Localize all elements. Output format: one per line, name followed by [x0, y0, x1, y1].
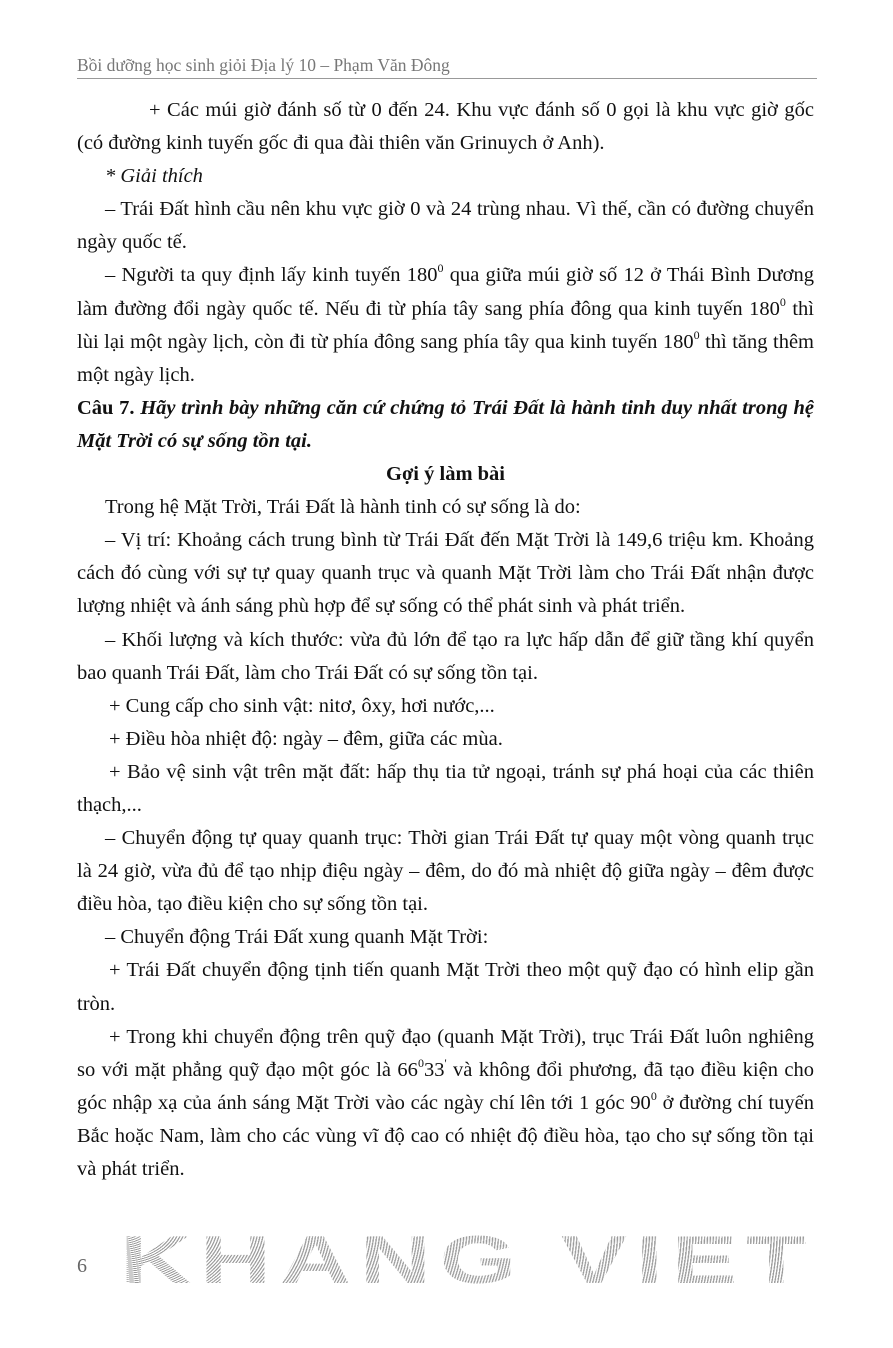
superscript: 0 — [779, 294, 786, 309]
paragraph: – Vị trí: Khoảng cách trung bình từ Trái Đất đến Mặt Trời là 149,6 triệu km. Khoảng cách đó cùng với sự tự quay quanh trục và quanh Mặt Trời làm cho Trái Đất nhận được lượng nhiệt và ánh sáng phù hợp để sự sống có thể phát sinh và phát triển. — [77, 529, 814, 618]
running-header: Bồi dưỡng học sinh giỏi Địa lý 10 – Phạm Văn Đông — [77, 55, 450, 75]
superscript: ' — [444, 1055, 447, 1070]
paragraph: + Điều hòa nhiệt độ: ngày – đêm, giữa các mùa. — [109, 727, 503, 750]
question-heading — [77, 392, 814, 458]
paragraph: + Các múi giờ đánh số từ 0 đến 24. Khu vực đánh số 0 gọi là khu vực giờ gốc (có đường kinh tuyến gốc đi qua đài thiên văn Grinuych ở Anh). — [77, 99, 814, 155]
paragraph: – Trái Đất hình cầu nên khu vực giờ 0 và 24 trùng nhau. Vì thế, cần có đường chuyển ngày quốc tế. — [77, 198, 814, 254]
page-number: 6 — [77, 1255, 87, 1277]
paragraph: – Chuyển động tự quay quanh trục: Thời gian Trái Đất tự quay một vòng quanh trục là 24 giờ, vừa đủ để tạo nhịp điệu ngày – đêm, do đó mà nhiệt độ giữa ngày – đêm được điều hòa, tạo điều kiện cho sự sống tồn tại. — [77, 827, 814, 916]
question-label: Câu 7. — [77, 396, 135, 419]
superscript: 0 — [437, 261, 444, 276]
paragraph — [77, 1021, 814, 1186]
superscript: 0 — [693, 327, 700, 342]
text: + Trong khi chuyển động trên quỹ đạo (quanh Mặt Trời), trục Trái Đất luôn nghiêng so với mặt phẳng quỹ đạo một góc là 66 — [77, 1025, 814, 1081]
subheading-explanation: * Giải thích — [105, 165, 203, 188]
text: 33 — [423, 1058, 445, 1081]
watermark-logo: KHANG VIET — [120, 1222, 816, 1298]
paragraph: – Chuyển động Trái Đất xung quanh Mặt Trời: — [105, 926, 489, 949]
paragraph: – Khối lượng và kích thước: vừa đủ lớn để tạo ra lực hấp dẫn để giữ tầng khí quyển bao quanh Trái Đất, làm cho Trái Đất có sự sống tồn tại. — [77, 628, 814, 684]
paragraph: Trong hệ Mặt Trời, Trái Đất là hành tinh có sự sống là do: — [105, 496, 581, 519]
paragraph: + Bảo vệ sinh vật trên mặt đất: hấp thụ tia tử ngoại, tránh sự phá hoại của các thiên thạch,... — [77, 760, 814, 816]
superscript: 0 — [417, 1055, 424, 1070]
text: và không đổi phương, đã tạo điều kiện cho góc nhập xạ của ánh sáng Mặt Trời vào các ngày chí lên tới 1 góc 90 — [77, 1058, 814, 1114]
paragraph — [77, 259, 814, 391]
hint-title: Gợi ý làm bài — [386, 463, 505, 486]
question-text: Hãy trình bày những căn cứ chứng tỏ Trái Đất là hành tinh duy nhất trong hệ Mặt Trời có sự sống tồn tại. — [77, 396, 814, 452]
text: ở đường chí tuyến Bắc hoặc Nam, làm cho các vùng vĩ độ cao có nhiệt độ điều hòa, tạo cho sự sống tồn tại và phát triển. — [77, 1091, 814, 1180]
paragraph: + Trái Đất chuyển động tịnh tiến quanh Mặt Trời theo một quỹ đạo có hình elip gần tròn. — [77, 959, 814, 1015]
text: qua giữa múi giờ số 12 ở Thái Bình Dương làm đường đổi ngày quốc tế. Nếu đi từ phía tây sang phía đông qua kinh tuyến 180 — [77, 264, 814, 320]
paragraph: + Cung cấp cho sinh vật: nitơ, ôxy, hơi nước,... — [109, 694, 495, 717]
text: thì tăng thêm một ngày lịch. — [77, 330, 814, 386]
header-divider — [77, 78, 817, 79]
superscript: 0 — [650, 1088, 657, 1103]
text: thì lùi lại một ngày lịch, còn đi từ phía đông sang phía tây qua kinh tuyến 180 — [77, 297, 814, 353]
text: – Người ta quy định lấy kinh tuyến 180 — [105, 264, 438, 287]
page-body — [77, 94, 814, 1186]
